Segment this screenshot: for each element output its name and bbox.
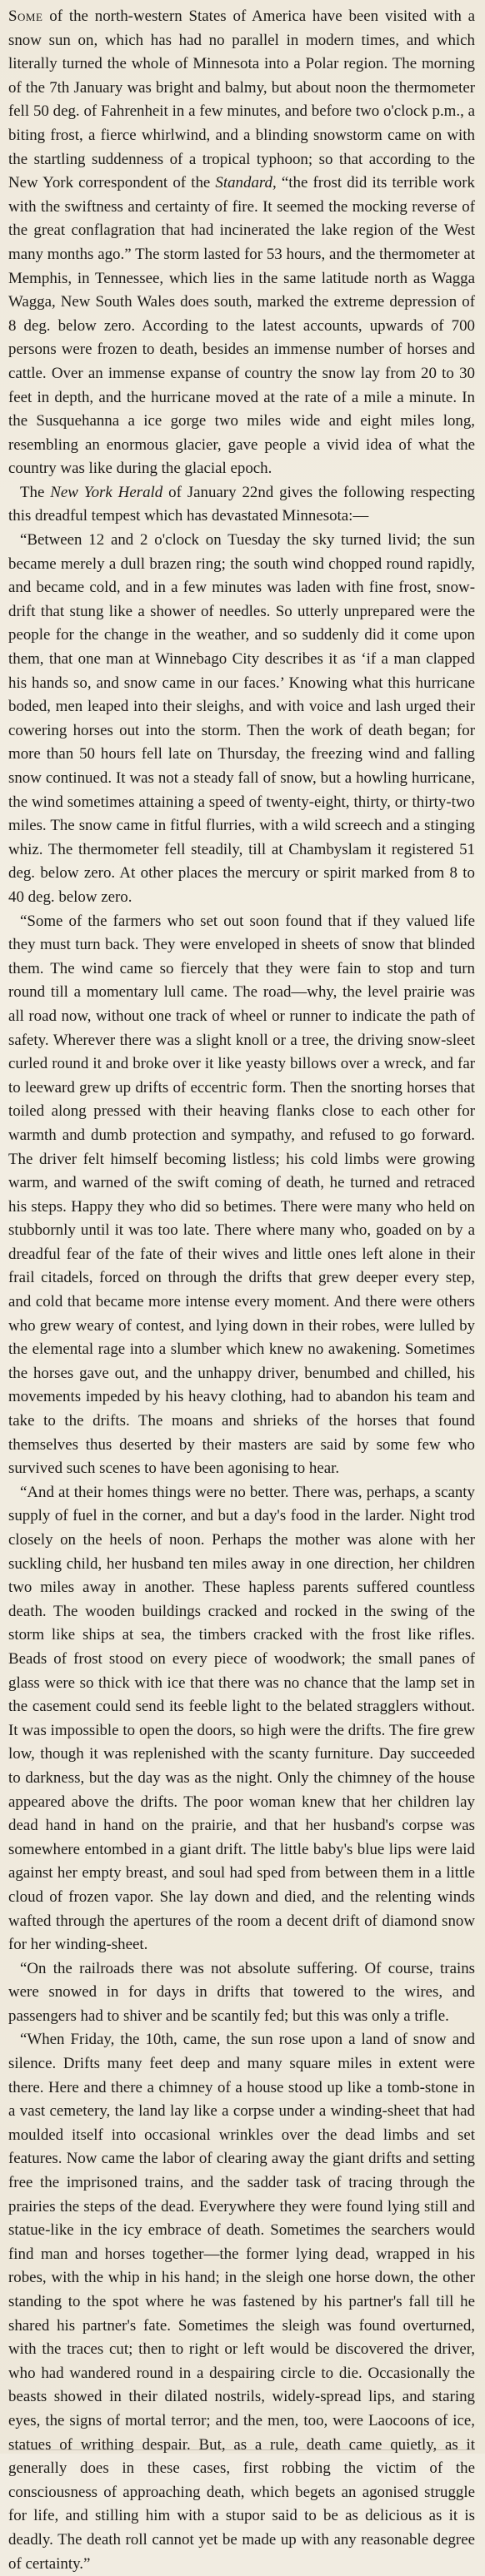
paragraph-5: “And at their homes things were no better. There was, perhaps, a scanty supply of fuel in the corner, and but a day's food in the larder. Night trod closely on the heels of noon. Perhaps the mother was alone with her suckling child, her husband ten miles away in one direction, her children two miles away in another. These hapless parents suffered countless death. The wooden buildings cracked and rocked in the swing of the storm like ships at sea, the timbers cracked with the frost like rifles. Beads of frost stood on every piece of woodwork; the small panes of glass were so thick with ice that there was no chance that the lamp set in the casement could send its feeble light to the belated stragglers without. It was impossible to open the doors, so high were the drifts. The fire grew low, though it was replenished with the scanty furniture. Day succeeded to darkness, but the day was as the night. Only the chimney of the house appeared above the drifts. The poor woman knew that her children lay dead hand in hand on the prairie, and that her husband's corpse was somewhere entombed in a giant drift. The little baby's blue lips were laid against her empty breast, and soul had sped from between them in a little cloud of frozen vapor. She lay down and died, and the relenting winds wafted through the apertures of the room a decent drift of diamond snow for her winding-sheet. — [8, 1483, 475, 1954]
paragraph-1 — [8, 5, 475, 481]
paragraph-7: “When Friday, the 10th, came, the sun rose upon a land of snow and silence. Drifts many feet deep and many square miles in extent were there. Here and there a chimney of a house stood up like a tomb-stone in a vast cemetery, the land lay like a corpse under a winding-sheet that had moulded itself into occasional wrinkles over the dead limbs and set features. Now came the labor of clearing away the giant drifts and setting free the imprisoned trains, and the sadder task of tracing through the prairies the steps of the dead. Everywhere they were found lying still and statue-like in the icy embrace of death. Sometimes the searchers would find man and horses together—the former lying dead, wrapped in his robes, with the whip in his hand; in the sleigh one horse down, the other standing to the spot where he was fastened by his partner's fall till he shared his partner's fate. Sometimes the sleigh was found overturned, with the traces cut; then to right or left would be discovered the driver, who had wandered round in a despairing circle to die. Occasionally the beasts showed in their dilated nostrils, widely-spread lips, and staring eyes, the signs of mortal terror; and the men, too, were Laocoons of ice, statues of writhing despair. But, as a rule, death came quietly, as it generally does in these cases, first robbing the victim of the consciousness of approaching death, which begets an agonised struggle for life, and stilling him with a stupor said to be as delicious as it is deadly. The death roll cannot yet be made up with any reasonable degree of certainty.” — [8, 2031, 475, 2573]
paragraph-2: The New York Herald of January 22nd gives the following respecting this dreadful tempest which has devastated Minnesota:— — [8, 483, 475, 525]
bottom-rule — [8, 2449, 475, 2450]
paragraph-1-text: of the north-western States of America have been visited with a snow sun on, which has had no parallel in modern times, and which literally turned the whole of Minnesota into a Polar region. The morning of the 7th January was bright and balmy, but about noon the thermometer fell 50 deg. of Fahrenheit in a few minutes, and before two o'clock p.m., a biting frost, a fierce whirlwind, and a blinding snowstorm came on with the startling suddenness of a tropical typhoon; so that according to the New York correspondent of the Standard, “the frost did its terrible work with the swiftness and certainty of fire. It seemed the mocking reverse of the great conflagration that had incinerated the lake region of the West many months ago.” The storm lasted for 53 hours, and the thermometer at Memphis, in Tennessee, which lies in the same latitude north as Wagga Wagga, New South Wales does south, marked the extreme depression of 8 deg. below zero. According to the latest accounts, upwards of 700 persons were frozen to death, besides an immense number of horses and cattle. Over an immense expanse of country the snow lay from 20 to 30 feet in depth, and the hurricane moved at the rate of a mile a minute. In the Susquehanna a ice gorge two miles wide and eight miles long, resembling an enormous glacier, gave people a vivid idea of what the country was like during the glacial epoch. — [8, 7, 475, 478]
paragraph-4: “Some of the farmers who set out soon found that if they valued life they must turn back. They were enveloped in sheets of snow that blinded them. The wind came so fiercely that they were fain to stop and turn round till a momentary lull came. The road—why, the level prairie was all road now, without one track of wheel or runner to indicate the path of safety. Wherever there was a slight knoll or a tree, the driving snow-sleet curled round it and broke over it like yeasty billows over a wreck, and far to leeward grew up drifts of eccentric form. Then the snorting horses that toiled along pressed with their heaving flanks close to each other for warmth and dumb protection and sympathy, and refused to go forward. The driver felt himself becoming listless; his cold limbs were growing warm, and warned of the swift coming of death, he turned and retraced his steps. Happy they who did so betimes. There were many who held on stubbornly until it was too late. There where many who, goaded on by a dreadful fear of the fate of their wives and little ones left alone in their frail citadels, forced on through the drifts that grew deeper every step, and cold that became more intense every moment. And there were others who grew weary of contest, and lying down in their robes, were lulled by the elemental rage into a slumber which knew no awakening. Sometimes the horses gave out, and the unhappy driver, benumbed and chilled, his movements impeded by his heavy clothing, had to abandon his team and take to the drifts. The moans and shrieks of the horses that found themselves thus deserted by their masters are said by some few who survived such scenes to have been agonising to hear. — [8, 912, 475, 1478]
paragraph-3: “Between 12 and 2 o'clock on Tuesday the sky turned livid; the sun became merely a dull brazen ring; the south wind chopped round rapidly, and became cold, and in a few minutes was laden with fine frost, snow-drift that stung like a shower of needles. So utterly unprepared were the people for the change in the weather, and so suddenly did it come upon them, that one man at Winnebago City describes it as ‘if a man clapped his hands so, and snow came in our faces.’ Knowing what this hurricane boded, men leaped into their sleighs, and with voice and lash urged their cowering horses out into the storm. Then the work of death began; for more than 50 hours fell late on Thursday, the freezing wind and falling snow continued. It was not a steady fall of snow, but a howling hurricane, the wind sometimes attaining a speed of twenty-eight, thirty, or thirty-two miles. The snow came in fitful flurries, with a wild screech and a stinging whiz. The thermometer fell steadily, till at Chambyslam it registered 51 deg. below zero. At other places the mercury or spirit marked from 8 to 40 deg. below zero. — [8, 531, 475, 906]
article-column — [8, 5, 475, 2576]
lead-word: Some — [8, 7, 43, 25]
paragraph-6: “On the railroads there was not absolute suffering. Of course, trains were snowed in for days in drifts that towered to the wires, and passengers had to shiver and be scantily fed; but this was only a trifle. — [8, 1959, 475, 2025]
